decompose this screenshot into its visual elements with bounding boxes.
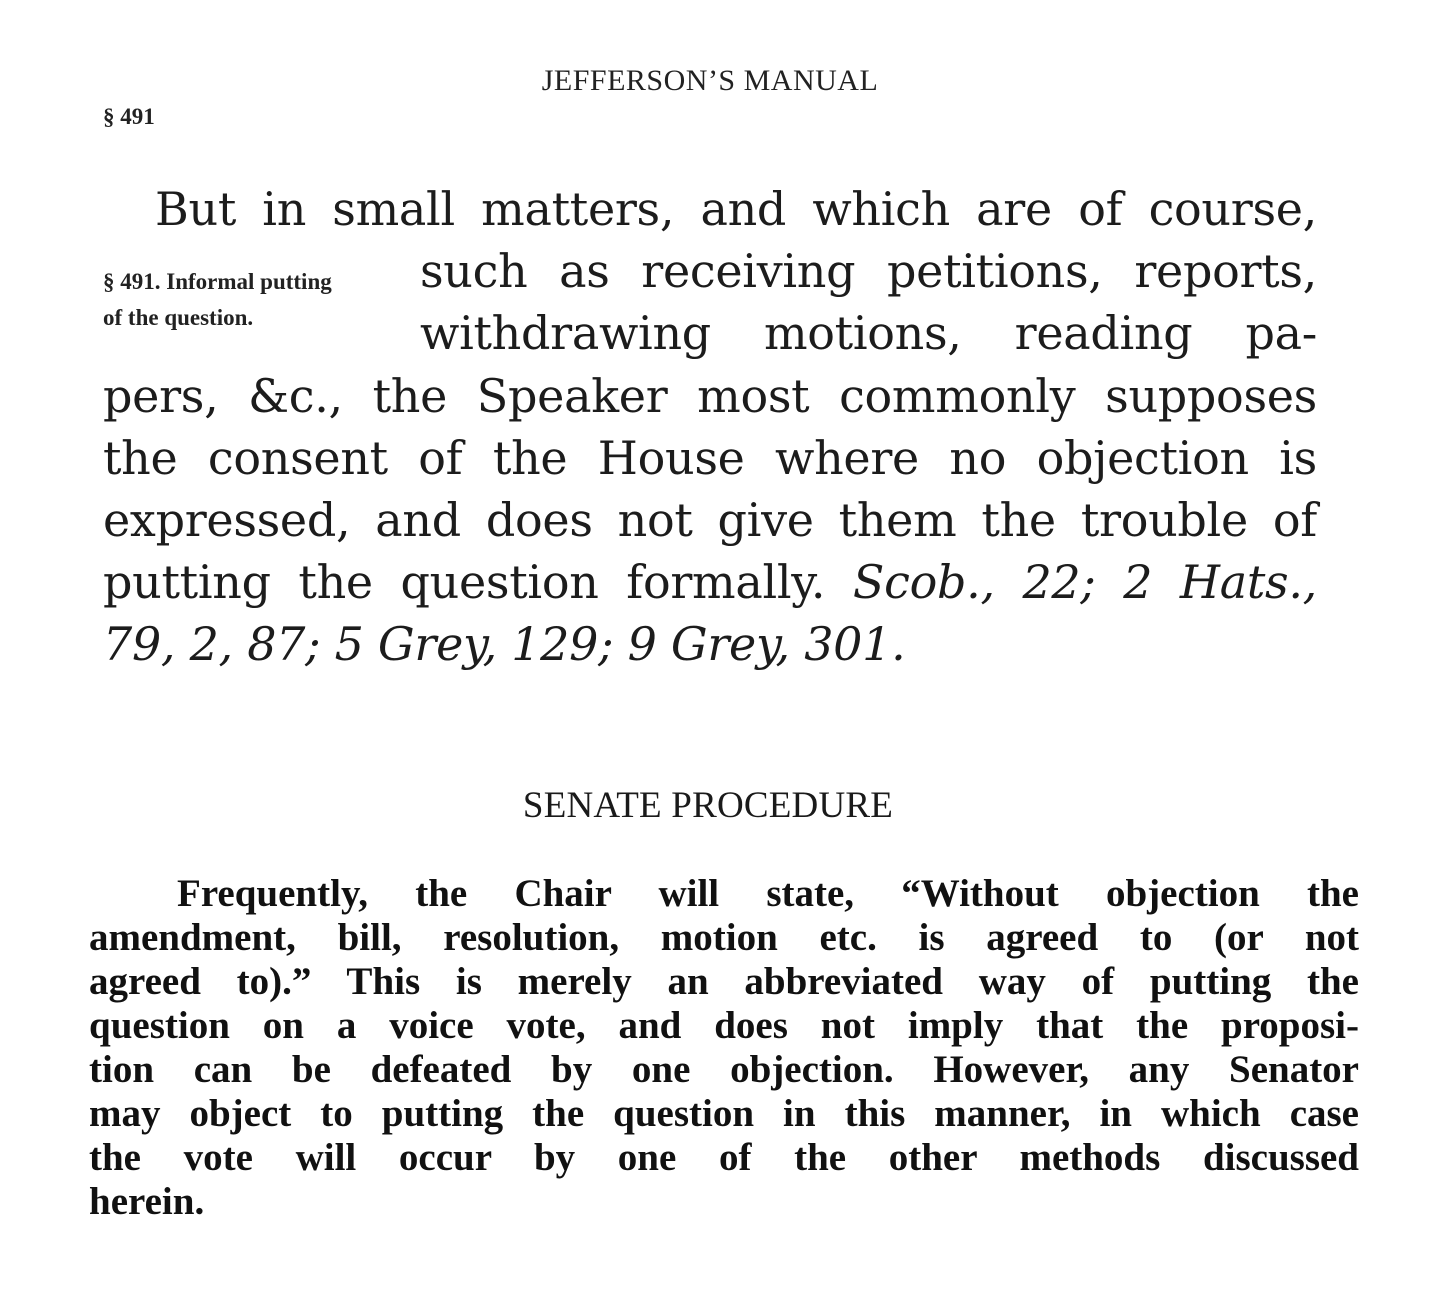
paragraph-line: amendment, bill, resolution, motion etc. is agreed to (or not xyxy=(89,916,1359,959)
paragraph-line: But in small matters, and which are of course, xyxy=(155,182,1317,236)
running-head: JEFFERSON’S MANUAL xyxy=(541,64,879,97)
jefferson-paragraph xyxy=(103,178,1317,676)
citation: 79, 2, 87; 5 Grey, 129; 9 Grey, 301. xyxy=(103,617,906,672)
paragraph-line: may object to putting the question in this manner, in which case xyxy=(89,1092,1359,1135)
paragraph-line: the vote will occur by one of the other methods discussed xyxy=(89,1136,1359,1179)
paragraph-line: such as receiving petitions, reports, xyxy=(420,244,1317,299)
paragraph-line: Frequently, the Chair will state, “Without objection the xyxy=(177,872,1359,915)
paragraph-line: expressed, and does not give them the trouble of xyxy=(103,493,1317,548)
paragraph-line xyxy=(103,551,1317,613)
paragraph-line: question on a voice vote, and does not imply that the proposi- xyxy=(89,1004,1359,1047)
paragraph-line: pers, &c., the Speaker most commonly supposes xyxy=(103,368,1317,423)
paragraph-line: tion can be defeated by one objection. However, any Senator xyxy=(89,1048,1359,1091)
paragraph-line: herein. xyxy=(89,1180,205,1223)
section-number: § 491 xyxy=(103,104,155,129)
senate-paragraph xyxy=(89,872,1359,1224)
paragraph-line: agreed to).” This is merely an abbreviated way of putting the xyxy=(89,960,1359,1003)
senate-procedure-heading: SENATE PROCEDURE xyxy=(522,785,894,826)
paragraph-line: withdrawing motions, reading pa- xyxy=(420,306,1317,361)
paragraph-line: the consent of the House where no objection is xyxy=(103,430,1317,485)
paragraph-text: putting the question formally. xyxy=(103,555,826,610)
citation: Scob., 22; 2 Hats., xyxy=(852,555,1317,610)
margin-note-line: § 491. Informal putting xyxy=(103,269,332,294)
margin-note-line: of the question. xyxy=(103,305,254,330)
